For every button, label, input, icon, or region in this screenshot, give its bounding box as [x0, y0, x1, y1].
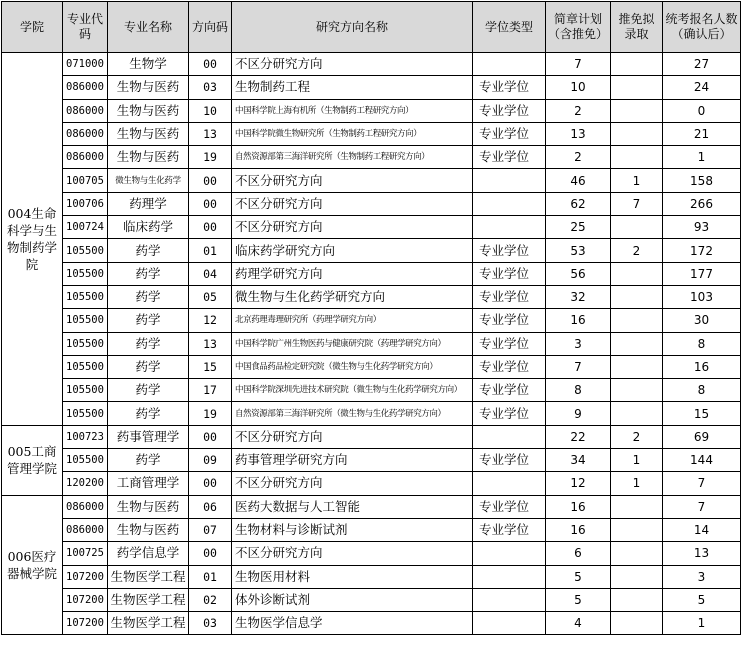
plan-cell: 7	[546, 53, 611, 76]
research-cell: 生物医用材料	[232, 565, 473, 588]
direction-cell: 00	[189, 53, 232, 76]
research-cell: 不区分研究方向	[232, 53, 473, 76]
degree-cell	[473, 425, 546, 448]
applicants-cell: 7	[663, 495, 741, 518]
direction-cell: 00	[189, 425, 232, 448]
applicants-cell: 30	[663, 309, 741, 332]
plan-cell: 9	[546, 402, 611, 425]
code-cell: 107200	[63, 588, 108, 611]
table-row	[2, 565, 741, 588]
research-cell: 中国科学院微生物研究所（生物制药工程研究方向）	[232, 122, 473, 145]
research-cell: 临床药学研究方向	[232, 239, 473, 262]
code-cell: 086000	[63, 146, 108, 169]
research-cell: 不区分研究方向	[232, 169, 473, 192]
applicants-cell: 93	[663, 216, 741, 239]
degree-cell	[473, 565, 546, 588]
direction-cell: 05	[189, 285, 232, 308]
plan-cell: 13	[546, 122, 611, 145]
plan-cell: 56	[546, 262, 611, 285]
plan-cell: 32	[546, 285, 611, 308]
direction-cell: 02	[189, 588, 232, 611]
code-cell: 100705	[63, 169, 108, 192]
major-cell: 药学	[108, 309, 189, 332]
direction-cell: 12	[189, 309, 232, 332]
code-cell: 086000	[63, 99, 108, 122]
major-cell: 生物学	[108, 53, 189, 76]
header-major: 专业名称	[108, 2, 189, 53]
code-cell: 086000	[63, 122, 108, 145]
applicants-cell: 21	[663, 122, 741, 145]
table-row	[2, 518, 741, 541]
table-row	[2, 495, 741, 518]
major-cell: 药学	[108, 379, 189, 402]
code-cell: 086000	[63, 518, 108, 541]
school-name-cell: 006医疗器械学院	[2, 495, 63, 635]
plan-cell: 2	[546, 99, 611, 122]
research-cell: 自然资源部第三海洋研究所（生物制药工程研究方向）	[232, 146, 473, 169]
plan-cell: 25	[546, 216, 611, 239]
exempt-cell	[611, 518, 663, 541]
degree-cell	[473, 588, 546, 611]
research-cell: 北京药理毒理研究所（药理学研究方向）	[232, 309, 473, 332]
degree-cell: 专业学位	[473, 239, 546, 262]
exempt-cell	[611, 402, 663, 425]
exempt-cell: 1	[611, 472, 663, 495]
direction-cell: 00	[189, 542, 232, 565]
major-cell: 生物与医药	[108, 99, 189, 122]
code-cell: 100724	[63, 216, 108, 239]
applicants-cell: 266	[663, 192, 741, 215]
research-cell: 药事管理学研究方向	[232, 449, 473, 472]
research-cell: 医药大数据与人工智能	[232, 495, 473, 518]
applicants-cell: 8	[663, 332, 741, 355]
exempt-cell	[611, 542, 663, 565]
header-research: 研究方向名称	[232, 2, 473, 53]
exempt-cell	[611, 216, 663, 239]
degree-cell	[473, 192, 546, 215]
code-cell: 086000	[63, 76, 108, 99]
research-cell: 体外诊断试剂	[232, 588, 473, 611]
plan-cell: 22	[546, 425, 611, 448]
applicants-cell: 1	[663, 146, 741, 169]
table-row	[2, 309, 741, 332]
header-applicants: 统考报名人数（确认后）	[663, 2, 741, 53]
table-row	[2, 122, 741, 145]
direction-cell: 01	[189, 239, 232, 262]
research-cell: 不区分研究方向	[232, 472, 473, 495]
applicants-cell: 24	[663, 76, 741, 99]
exempt-cell	[611, 285, 663, 308]
research-cell: 生物材料与诊断试剂	[232, 518, 473, 541]
exempt-cell	[611, 565, 663, 588]
direction-cell: 15	[189, 355, 232, 378]
plan-cell: 2	[546, 146, 611, 169]
plan-cell: 16	[546, 309, 611, 332]
applicants-cell: 13	[663, 542, 741, 565]
school-name-cell: 005工商管理学院	[2, 425, 63, 495]
code-cell: 100725	[63, 542, 108, 565]
research-cell: 不区分研究方向	[232, 425, 473, 448]
table-row	[2, 402, 741, 425]
major-cell: 药学	[108, 355, 189, 378]
degree-cell	[473, 612, 546, 635]
direction-cell: 00	[189, 192, 232, 215]
major-cell: 微生物与生化药学	[108, 169, 189, 192]
direction-cell: 13	[189, 122, 232, 145]
exempt-cell	[611, 355, 663, 378]
research-cell: 不区分研究方向	[232, 216, 473, 239]
degree-cell: 专业学位	[473, 76, 546, 99]
code-cell: 086000	[63, 495, 108, 518]
research-cell: 中国科学院深圳先进技术研究院（微生物与生化药学研究方向）	[232, 379, 473, 402]
code-cell: 100723	[63, 425, 108, 448]
header-school: 学院	[2, 2, 63, 53]
degree-cell: 专业学位	[473, 495, 546, 518]
degree-cell: 专业学位	[473, 355, 546, 378]
major-cell: 药学	[108, 239, 189, 262]
code-cell: 105500	[63, 379, 108, 402]
major-cell: 药学	[108, 402, 189, 425]
exempt-cell	[611, 76, 663, 99]
major-cell: 生物与医药	[108, 122, 189, 145]
research-cell: 中国食品药品检定研究院（微生物与生化药学研究方向）	[232, 355, 473, 378]
table-row	[2, 472, 741, 495]
code-cell: 107200	[63, 565, 108, 588]
direction-cell: 04	[189, 262, 232, 285]
major-cell: 生物医学工程	[108, 565, 189, 588]
exempt-cell: 2	[611, 425, 663, 448]
degree-cell: 专业学位	[473, 332, 546, 355]
table-row	[2, 169, 741, 192]
header-direction: 方向码	[189, 2, 232, 53]
applicants-cell: 14	[663, 518, 741, 541]
major-cell: 药学信息学	[108, 542, 189, 565]
major-cell: 生物与医药	[108, 146, 189, 169]
degree-cell	[473, 472, 546, 495]
code-cell: 105500	[63, 239, 108, 262]
applicants-cell: 103	[663, 285, 741, 308]
direction-cell: 13	[189, 332, 232, 355]
header-row	[2, 2, 741, 53]
direction-cell: 09	[189, 449, 232, 472]
plan-cell: 12	[546, 472, 611, 495]
code-cell: 071000	[63, 53, 108, 76]
major-cell: 生物与医药	[108, 495, 189, 518]
table-row	[2, 542, 741, 565]
research-cell: 中国科学院广州生物医药与健康研究院（药理学研究方向）	[232, 332, 473, 355]
code-cell: 105500	[63, 449, 108, 472]
code-cell: 100706	[63, 192, 108, 215]
direction-cell: 10	[189, 99, 232, 122]
header-degree: 学位类型	[473, 2, 546, 53]
exempt-cell	[611, 495, 663, 518]
applicants-cell: 172	[663, 239, 741, 262]
exempt-cell	[611, 262, 663, 285]
exempt-cell: 1	[611, 169, 663, 192]
degree-cell: 专业学位	[473, 309, 546, 332]
research-cell: 自然资源部第三海洋研究所（微生物与生化药学研究方向）	[232, 402, 473, 425]
exempt-cell	[611, 53, 663, 76]
exempt-cell: 7	[611, 192, 663, 215]
applicants-cell: 7	[663, 472, 741, 495]
exempt-cell	[611, 588, 663, 611]
code-cell: 120200	[63, 472, 108, 495]
direction-cell: 03	[189, 76, 232, 99]
code-cell: 105500	[63, 355, 108, 378]
major-cell: 工商管理学	[108, 472, 189, 495]
table-row	[2, 355, 741, 378]
major-cell: 生物与医药	[108, 518, 189, 541]
plan-cell: 46	[546, 169, 611, 192]
table-row	[2, 285, 741, 308]
table-row	[2, 76, 741, 99]
direction-cell: 19	[189, 146, 232, 169]
direction-cell: 06	[189, 495, 232, 518]
code-cell: 105500	[63, 332, 108, 355]
table-row	[2, 262, 741, 285]
applicants-cell: 144	[663, 449, 741, 472]
major-cell: 药学	[108, 262, 189, 285]
plan-cell: 4	[546, 612, 611, 635]
applicants-cell: 27	[663, 53, 741, 76]
plan-cell: 16	[546, 495, 611, 518]
table-row	[2, 449, 741, 472]
table-row	[2, 425, 741, 448]
applicants-cell: 5	[663, 588, 741, 611]
applicants-cell: 16	[663, 355, 741, 378]
research-cell: 生物医学信息学	[232, 612, 473, 635]
direction-cell: 17	[189, 379, 232, 402]
degree-cell: 专业学位	[473, 262, 546, 285]
degree-cell	[473, 542, 546, 565]
exempt-cell: 2	[611, 239, 663, 262]
degree-cell: 专业学位	[473, 379, 546, 402]
code-cell: 105500	[63, 262, 108, 285]
degree-cell: 专业学位	[473, 402, 546, 425]
degree-cell: 专业学位	[473, 99, 546, 122]
plan-cell: 6	[546, 542, 611, 565]
table-row	[2, 239, 741, 262]
table-row	[2, 612, 741, 635]
table-header	[2, 2, 741, 53]
degree-cell	[473, 216, 546, 239]
plan-cell: 7	[546, 355, 611, 378]
direction-cell: 03	[189, 612, 232, 635]
degree-cell: 专业学位	[473, 285, 546, 308]
applicants-cell: 0	[663, 99, 741, 122]
applicants-cell: 69	[663, 425, 741, 448]
header-code: 专业代码	[63, 2, 108, 53]
research-cell: 不区分研究方向	[232, 192, 473, 215]
exempt-cell	[611, 612, 663, 635]
header-exempt: 推免拟录取	[611, 2, 663, 53]
major-cell: 临床药学	[108, 216, 189, 239]
research-cell: 微生物与生化药学研究方向	[232, 285, 473, 308]
applicants-cell: 3	[663, 565, 741, 588]
table-row	[2, 332, 741, 355]
plan-cell: 16	[546, 518, 611, 541]
direction-cell: 00	[189, 216, 232, 239]
exempt-cell: 1	[611, 449, 663, 472]
direction-cell: 01	[189, 565, 232, 588]
applicants-cell: 15	[663, 402, 741, 425]
major-cell: 药学	[108, 449, 189, 472]
table-row	[2, 216, 741, 239]
admissions-table	[1, 1, 741, 635]
plan-cell: 10	[546, 76, 611, 99]
code-cell: 105500	[63, 309, 108, 332]
code-cell: 105500	[63, 285, 108, 308]
exempt-cell	[611, 379, 663, 402]
table-row	[2, 146, 741, 169]
major-cell: 生物医学工程	[108, 612, 189, 635]
direction-cell: 07	[189, 518, 232, 541]
degree-cell: 专业学位	[473, 449, 546, 472]
major-cell: 药理学	[108, 192, 189, 215]
direction-cell: 00	[189, 472, 232, 495]
header-plan: 简章计划（含推免）	[546, 2, 611, 53]
exempt-cell	[611, 99, 663, 122]
degree-cell: 专业学位	[473, 518, 546, 541]
plan-cell: 5	[546, 565, 611, 588]
plan-cell: 3	[546, 332, 611, 355]
research-cell: 药理学研究方向	[232, 262, 473, 285]
applicants-cell: 177	[663, 262, 741, 285]
table-row	[2, 192, 741, 215]
degree-cell	[473, 53, 546, 76]
applicants-cell: 1	[663, 612, 741, 635]
table-row	[2, 53, 741, 76]
major-cell: 生物与医药	[108, 76, 189, 99]
applicants-cell: 158	[663, 169, 741, 192]
direction-cell: 00	[189, 169, 232, 192]
degree-cell	[473, 169, 546, 192]
plan-cell: 34	[546, 449, 611, 472]
major-cell: 药学	[108, 285, 189, 308]
plan-cell: 5	[546, 588, 611, 611]
applicants-cell: 8	[663, 379, 741, 402]
table-body	[2, 53, 741, 635]
table-row	[2, 588, 741, 611]
major-cell: 药学	[108, 332, 189, 355]
research-cell: 中国科学院上海有机所（生物制药工程研究方向）	[232, 99, 473, 122]
exempt-cell	[611, 146, 663, 169]
plan-cell: 62	[546, 192, 611, 215]
research-cell: 生物制药工程	[232, 76, 473, 99]
table-row	[2, 99, 741, 122]
school-name-cell: 004生命科学与生物制药学院	[2, 53, 63, 426]
exempt-cell	[611, 309, 663, 332]
major-cell: 药事管理学	[108, 425, 189, 448]
exempt-cell	[611, 332, 663, 355]
plan-cell: 53	[546, 239, 611, 262]
table-row	[2, 379, 741, 402]
exempt-cell	[611, 122, 663, 145]
direction-cell: 19	[189, 402, 232, 425]
research-cell: 不区分研究方向	[232, 542, 473, 565]
plan-cell: 8	[546, 379, 611, 402]
code-cell: 107200	[63, 612, 108, 635]
code-cell: 105500	[63, 402, 108, 425]
degree-cell: 专业学位	[473, 122, 546, 145]
degree-cell: 专业学位	[473, 146, 546, 169]
major-cell: 生物医学工程	[108, 588, 189, 611]
